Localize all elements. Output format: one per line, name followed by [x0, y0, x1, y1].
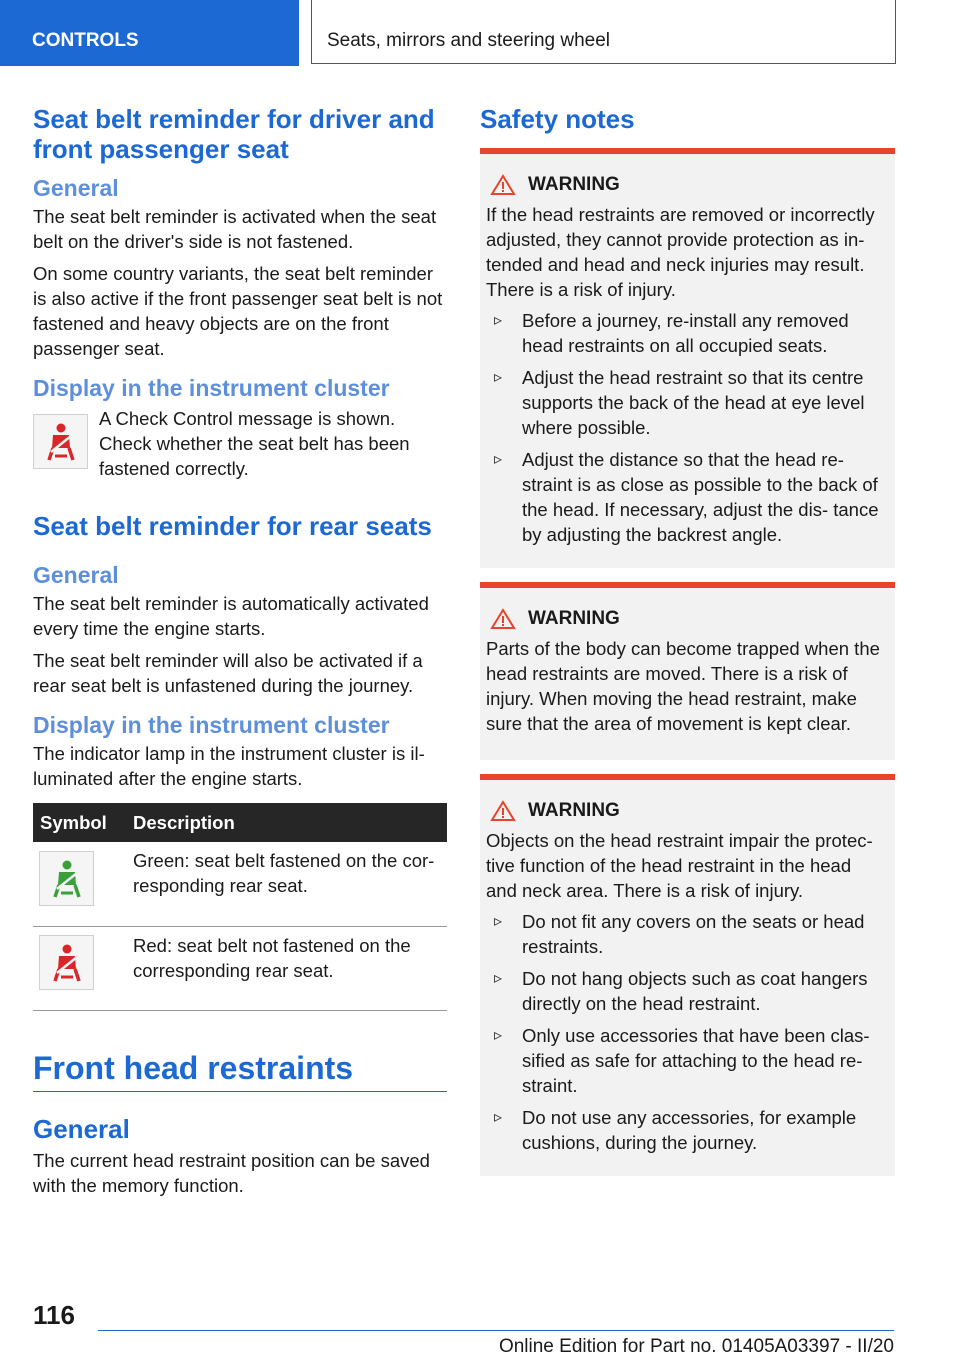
warning-triangle-icon	[490, 608, 516, 630]
triangle-bullet-icon: ▹	[494, 1027, 503, 1044]
warning-box	[480, 774, 895, 1176]
warning-triangle-icon	[490, 174, 516, 196]
subheading-general: General	[33, 562, 119, 588]
warning-heading	[486, 608, 887, 630]
list-item: ▹ Adjust the distance so that the head re‐ straint is as close as possible to the back of the head. If necessary, adjust the dis‐ tance by adjusting the backrest angle.	[494, 449, 879, 545]
warning-list	[486, 909, 887, 1155]
warning-heading	[486, 800, 887, 822]
seatbelt-red-icon	[39, 935, 94, 990]
table-row	[33, 927, 447, 1011]
warning-text: Objects on the head restraint impair the protec‐ tive function of the head restraint in the head and neck area. There is a risk of injury.	[486, 830, 873, 901]
subheading-display: Display in the instrument cluster	[33, 375, 390, 401]
warning-text: Parts of the body can become trapped when the head restraints are moved. There is a risk of injury. When moving the head restraint, make sure that the area of movement is kept clear.	[486, 638, 880, 734]
warning-label: WARNING	[528, 800, 620, 821]
paragraph: The seat belt reminder will also be activated if a rear seat belt is unfastened during the journey.	[33, 650, 423, 696]
warning-text: If the head restraints are removed or incorrectly adjusted, they cannot provide protection as in‐ tended and head and neck injuries may result. There is a risk of injury.	[486, 204, 875, 300]
list-item: ▹ Do not fit any covers on the seats or head restraints.	[494, 911, 865, 957]
paragraph: The seat belt reminder is automatically activated every time the engine starts.	[33, 593, 429, 639]
paragraph: The current head restraint position can be saved with the memory function.	[33, 1150, 430, 1196]
table-cell: Red: seat belt not fastened on the corresponding rear seat.	[133, 927, 447, 1011]
display-text: A Check Control message is shown. Check whether the seat belt has been fastened correctly.	[99, 408, 410, 479]
header-chapter-box	[311, 0, 896, 64]
warning-heading	[486, 174, 887, 196]
header-section-tab	[0, 0, 299, 66]
section-title-rear-belt: Seat belt reminder for rear seats	[33, 511, 432, 541]
table-cell: Green: seat belt fastened on the cor‐ responding rear seat.	[133, 842, 447, 927]
header-section-label: CONTROLS	[32, 30, 139, 51]
subheading-general: General	[33, 1114, 130, 1144]
subheading-display: Display in the instrument cluster	[33, 712, 390, 738]
right-column	[480, 100, 895, 1176]
paragraph: The seat belt reminder is activated when the seat belt on the driver's side is not fastened.	[33, 206, 437, 252]
symbol-table	[33, 803, 447, 1011]
triangle-bullet-icon: ▹	[494, 312, 503, 329]
triangle-bullet-icon: ▹	[494, 1109, 503, 1126]
table-row	[33, 842, 447, 927]
warning-box	[480, 582, 895, 760]
triangle-bullet-icon: ▹	[494, 451, 503, 468]
header-chapter-label: Seats, mirrors and steering wheel	[327, 30, 611, 51]
section-title-safety: Safety notes	[480, 104, 635, 134]
triangle-bullet-icon: ▹	[494, 970, 503, 987]
paragraph: The indicator lamp in the instrument cluster is il‐ luminated after the engine starts.	[33, 743, 425, 789]
section-title-front-belt: Seat belt reminder for driver and front passenger seat	[33, 104, 435, 164]
triangle-bullet-icon: ▹	[494, 369, 503, 386]
warning-label: WARNING	[528, 174, 620, 195]
seatbelt-red-icon	[33, 414, 88, 469]
table-header-description: Description	[133, 803, 447, 842]
warning-list	[486, 308, 887, 547]
footer-divider	[98, 1330, 894, 1331]
warning-triangle-icon	[490, 800, 516, 822]
list-item: ▹ Adjust the head restraint so that its centre supports the back of the head at eye level where possible.	[494, 367, 865, 438]
paragraph: On some country variants, the seat belt reminder is also active if the front passenger seat belt is not fastened and heavy objects are on the front passenger seat.	[33, 263, 443, 359]
left-column	[33, 100, 447, 1198]
footer-edition: Online Edition for Part no. 01405A03397 - II/20	[498, 1336, 894, 1357]
warning-box	[480, 148, 895, 568]
list-item: ▹ Do not hang objects such as coat hangers directly on the head restraint.	[494, 968, 868, 1014]
list-item: ▹ Only use accessories that have been clas‐ sified as safe for attaching to the head re‐ straint.	[494, 1025, 870, 1096]
table-header-symbol: Symbol	[33, 803, 133, 842]
page-number: 116	[33, 1300, 75, 1330]
subheading-general: General	[33, 175, 119, 201]
warning-label: WARNING	[528, 608, 620, 629]
display-row	[33, 406, 447, 481]
section-title-head-restraints: Front head restraints	[33, 1049, 447, 1092]
seatbelt-green-icon	[39, 851, 94, 906]
list-item: ▹ Do not use any accessories, for example cushions, during the journey.	[494, 1107, 857, 1153]
list-item: ▹ Before a journey, re-install any removed head restraints on all occupied seats.	[494, 310, 849, 356]
triangle-bullet-icon: ▹	[494, 913, 503, 930]
